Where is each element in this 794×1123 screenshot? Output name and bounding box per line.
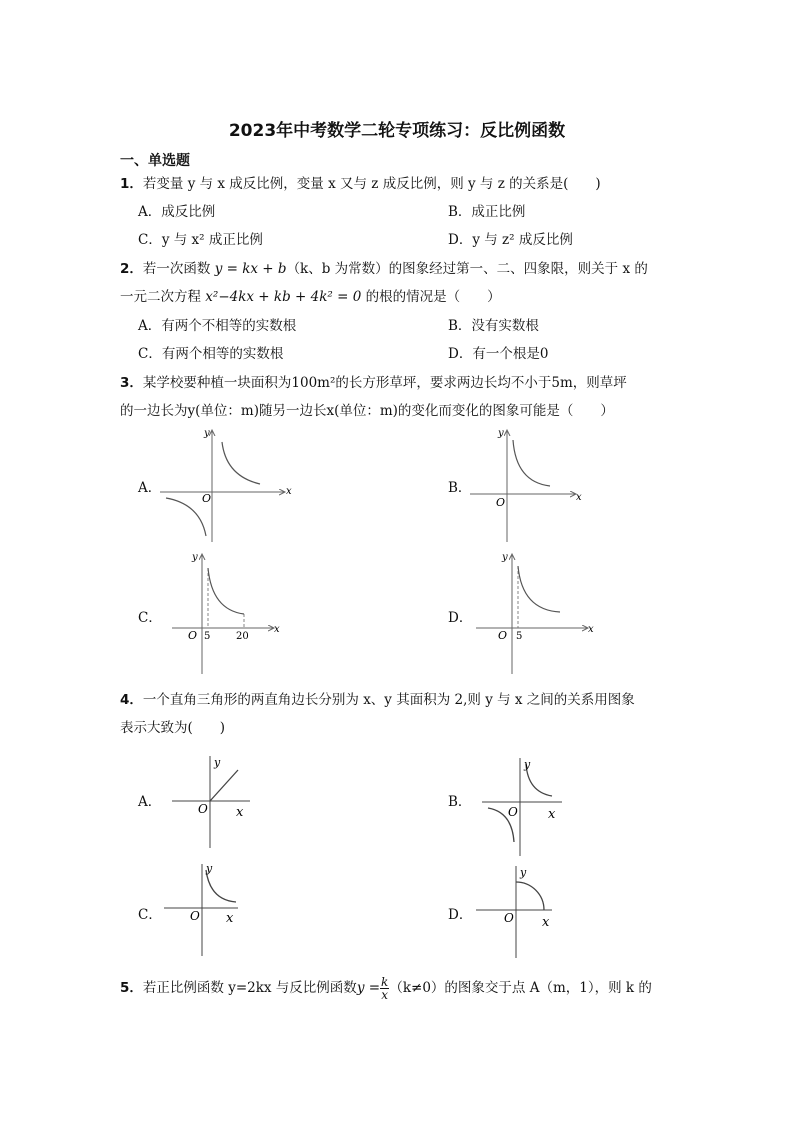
q4-option-d[interactable]: D．: [448, 907, 473, 923]
origin-label: O: [198, 802, 208, 816]
question-3-line-1: [120, 371, 627, 391]
q1-option-c[interactable]: C．y 与 x² 成正比例: [138, 232, 263, 248]
y-label: y: [204, 428, 210, 439]
fraction-numerator: k: [381, 975, 389, 989]
question-number: 5．: [120, 980, 143, 996]
q3-option-c[interactable]: C．: [138, 610, 162, 626]
tick-five: 5: [204, 631, 211, 642]
q4-graph-a[interactable]: [172, 752, 262, 850]
fraction-denominator: x: [381, 988, 389, 1002]
q3-graph-d[interactable]: [476, 548, 598, 676]
question-text: （k、b 为常数）的图象经过第一、二、四象限，则关于 x 的: [286, 261, 648, 277]
question-text: 若一次函数: [142, 261, 215, 277]
fraction-k-over-x: [380, 976, 389, 1001]
question-number: 4．: [120, 692, 143, 708]
q1-option-d[interactable]: D．y 与 z² 成反比例: [448, 232, 573, 248]
curve: [518, 566, 560, 612]
curve: [166, 498, 206, 536]
x-label: x: [576, 492, 582, 503]
question-number: 2．: [120, 261, 143, 277]
question-2-line-1: [120, 257, 648, 277]
x-label: x: [226, 911, 234, 926]
y-label: y: [192, 552, 198, 563]
origin-label: O: [190, 909, 200, 923]
origin-label: O: [202, 492, 212, 505]
q1-option-a[interactable]: A．成反比例: [138, 204, 216, 220]
y-label: y: [498, 428, 504, 439]
question-number: 1．: [120, 176, 143, 192]
q3-graph-b[interactable]: [470, 424, 585, 544]
origin-label: O: [496, 496, 506, 509]
question-text: 某学校要种植一块面积为100m²的长方形草坪，要求两边长均不小于5m，则草坪: [142, 375, 627, 391]
arc-curve: [516, 882, 544, 910]
q4-graph-c[interactable]: [164, 862, 254, 958]
q3-option-a[interactable]: A．: [138, 480, 162, 496]
question-text: 的根的情况是（ ）: [361, 289, 501, 305]
question-text: 一个直角三角形的两直角边长分别为 x、y 其面积为 2,则 y 与 x 之间的关系用图象: [142, 692, 635, 708]
question-3-line-2: 的一边长为y(单位：m)随另一边长x(单位：m)的变化而变化的图象可能是（ ）: [120, 403, 614, 419]
equation-linear: y = kx + b: [214, 261, 287, 277]
x-label: x: [236, 805, 244, 820]
y-label: y: [520, 866, 527, 879]
y-label: y: [502, 552, 508, 563]
q1-option-b[interactable]: B．成正比例: [448, 204, 526, 220]
q3-graph-c[interactable]: [172, 548, 287, 676]
question-text: 一元二次方程: [120, 289, 206, 305]
y-label: y: [214, 756, 221, 769]
x-label: x: [588, 624, 594, 635]
q2-option-a[interactable]: A．有两个不相等的实数根: [138, 318, 297, 334]
x-label: x: [286, 486, 292, 497]
q3-option-b[interactable]: B．: [448, 480, 472, 496]
q2-option-d[interactable]: D．有一个根是0: [448, 346, 549, 362]
q4-option-b[interactable]: B．: [448, 794, 472, 810]
tick-five: 5: [516, 631, 523, 642]
origin-label: O: [508, 805, 518, 819]
q4-option-a[interactable]: A．: [138, 794, 162, 810]
question-2-line-2: [120, 285, 501, 305]
curve: [513, 440, 550, 486]
fraction-lhs: y =: [356, 980, 381, 996]
origin-label: O: [504, 911, 514, 925]
curve: [222, 442, 260, 484]
question-5: [120, 976, 652, 1001]
q3-graph-a[interactable]: [160, 424, 295, 544]
question-text: （k≠0）的图象交于点 A（m，1），则 k 的: [389, 980, 652, 996]
question-number: 3．: [120, 375, 143, 391]
x-label: x: [548, 807, 556, 822]
q2-option-c[interactable]: C．有两个相等的实数根: [138, 346, 284, 362]
y-label: y: [206, 862, 213, 875]
origin-label: O: [498, 629, 508, 642]
q4-graph-b[interactable]: [482, 756, 572, 858]
page-title: 2023年中考数学二轮专项练习：反比例函数: [228, 121, 566, 141]
question-1: [120, 172, 601, 192]
q4-graph-d[interactable]: [476, 862, 566, 960]
question-4-line-2: 表示大致为( ): [120, 720, 226, 736]
q2-option-b[interactable]: B．没有实数根: [448, 318, 539, 334]
tick-twenty: 20: [236, 631, 249, 642]
question-text: 若变量 y 与 x 成反比例，变量 x 又与 z 成反比例，则 y 与 z 的关系是( ): [142, 176, 601, 192]
q4-option-c[interactable]: C．: [138, 907, 162, 923]
x-label: x: [274, 624, 280, 635]
question-4-line-1: [120, 688, 635, 708]
y-label: y: [524, 758, 531, 771]
section-heading: 一、单选题: [120, 153, 190, 169]
equation-quadratic: x²−4kx + kb + 4k² = 0: [205, 289, 362, 305]
x-label: x: [542, 915, 550, 930]
line-graph: [210, 770, 238, 801]
origin-label: O: [188, 629, 198, 642]
question-text: 若正比例函数 y=2kx 与反比例函数: [142, 980, 357, 996]
curve: [208, 568, 244, 614]
q3-option-d[interactable]: D．: [448, 610, 473, 626]
